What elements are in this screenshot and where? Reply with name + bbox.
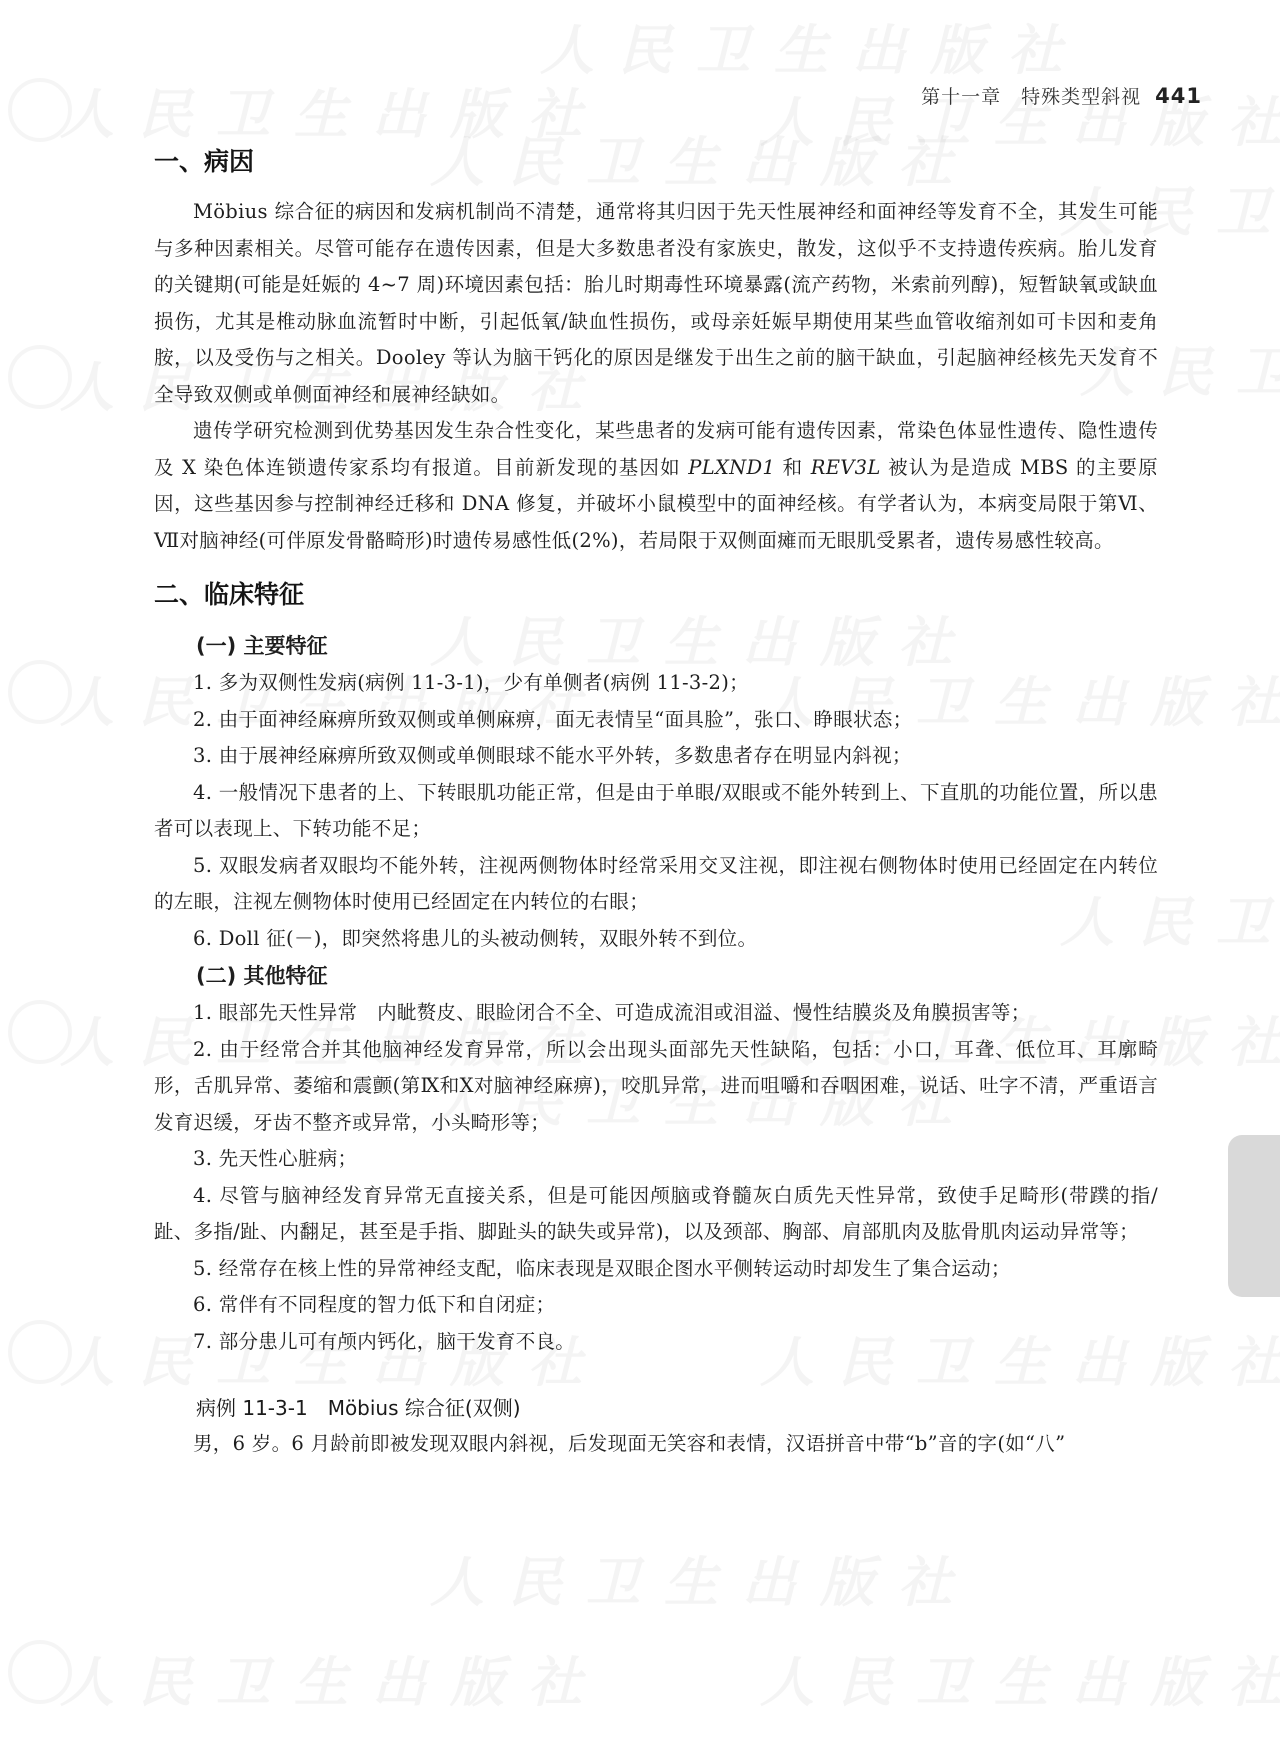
gene-name: PLXND1 (688, 455, 776, 479)
subheading-main-features: (一) 主要特征 (196, 634, 328, 658)
list-item: 1. 眼部先天性异常 内眦赘皮、眼睑闭合不全、可造成流泪或泪溢、慢性结膜炎及角膜损害等； (193, 1001, 1031, 1024)
running-header (921, 82, 1202, 109)
watermark-text (60, 72, 606, 149)
section-heading-etiology: 一、病因 (154, 147, 255, 176)
publisher-logo-watermark (8, 660, 72, 724)
gene-name: REV3L (810, 455, 881, 479)
list-item: 6. Doll 征(－)，即突然将患儿的头被动侧转，双眼外转不到位。 (193, 926, 758, 950)
etiology-paragraph-1: Möbius 综合征的病因和发病机制尚不清楚，通常将其归因于先天性展神经和面神经等发育不全，其发生可能与多种因素相关。尽管可能存在遗传因素，但是大多数患者没有家族史，散发，这似乎不支持遗传疾病。胎儿发育的关键期(可能是妊娠的 4~7 周)环境因素包括：胎儿时期毒性环境暴露(流产药物，米索前列醇)，短暂缺氧或缺血损伤，尤其是椎动脉血流暂时中断，引起低氧/缺血性损伤，或母亲妊娠早期使用某些血管收缩剂如可卡因和麦角胺，以及受伤与之相关。Dooley 等认为脑干钙化的原因是继发于出生之前的脑干缺血，引起脑神经核先天发育不全导致双侧或单侧面神经和展神经缺如。 (154, 200, 1158, 406)
list-item: 7. 部分患儿可有颅内钙化，脑干发育不良。 (193, 1329, 576, 1353)
publisher-logo-watermark (8, 345, 72, 409)
case-text: 男，6 岁。6 月龄前即被发现双眼内斜视，后发现面无笑容和表情，汉语拼音中带“b”音的字(如“八” (193, 1432, 1066, 1455)
list-item: 5. 双眼发病者双眼均不能外转，注视两侧物体时经常采用交叉注视，即注视右侧物体时使用已经固定在内转位的左眼，注视左侧物体时使用已经固定在内转位的右眼； (154, 853, 1158, 913)
publisher-logo-watermark (8, 78, 72, 142)
page-body (154, 142, 1158, 1462)
list-item: 2. 由于面神经麻痹所致双侧或单侧麻痹，面无表情呈“面具脸”，张口、睁眼状态； (193, 707, 913, 731)
paragraph-text: 和 (775, 455, 811, 479)
publisher-logo-watermark (8, 1320, 72, 1384)
list-item: 6. 常伴有不同程度的智力低下和自闭症； (193, 1293, 556, 1316)
list-item: 4. 一般情况下患者的上、下转眼肌功能正常，但是由于单眼/双眼或不能外转到上、下直肌的功能位置，所以患者可以表现上、下转功能不足； (154, 780, 1158, 840)
list-item: 4. 尽管与脑神经发育异常无直接关系，但是可能因颅脑或脊髓灰白质先天性异常，致使手足畸形(带蹼的指/趾、多指/趾、内翻足，甚至是手指、脚趾头的缺失或异常)，以及颈部、胸部、肩部肌肉及肱骨肌肉运动异常等； (154, 1183, 1158, 1243)
section-heading-clinical-features: 二、临床特征 (154, 580, 305, 609)
list-item: 5. 经常存在核上性的异常神经支配，临床表现是双眼企图水平侧转运动时却发生了集合运动； (193, 1256, 1011, 1280)
publisher-logo-watermark (8, 1640, 72, 1704)
watermark-text (540, 8, 1086, 85)
list-item: 1. 多为双侧性发病(病例 11-3-1)，少有单侧者(病例 11-3-2)； (193, 671, 749, 694)
watermark-text (430, 1540, 976, 1617)
etiology-paragraph-2 (154, 413, 1158, 559)
chapter-thumb-tab (1228, 1135, 1280, 1297)
watermark-text (760, 1640, 1280, 1717)
list-item: 2. 由于经常合并其他脑神经发育异常，所以会出现头面部先天性缺陷，包括：小口，耳聋、低位耳、耳廓畸形，舌肌异常、萎缩和震颤(第Ⅸ和Ⅹ对脑神经麻痹)，咬肌异常，进而咀嚼和吞咽困难，说话、吐字不清，严重语言发育迟缓，牙齿不整齐或异常，小头畸形等； (154, 1037, 1158, 1134)
page-number: 441 (1155, 84, 1202, 108)
list-item: 3. 由于展神经麻痹所致双侧或单侧眼球不能水平外转，多数患者存在明显内斜视； (193, 744, 912, 767)
case-title: 病例 11-3-1 Möbius 综合征(双侧) (196, 1396, 521, 1420)
paragraph-text: 遗传学研究检测到优势基因发生杂合性变化，某些患者的发病可能有遗传因素，常染色体显性遗传、隐性遗传及 X 染色体连锁遗传家系均有报道。目前新发现的基因如 (154, 419, 1158, 479)
subheading-other-features: (二) 其他特征 (196, 964, 328, 988)
watermark-text (60, 1640, 606, 1717)
list-item: 3. 先天性心脏病； (193, 1147, 358, 1170)
chapter-title: 第十一章 特殊类型斜视 (921, 86, 1142, 108)
paragraph-text: 被认为是造成 MBS 的主要原因，这些基因参与控制神经迁移和 DNA 修复，并破坏小鼠模型中的面神经核。有学者认为，本病变局限于第Ⅵ、Ⅶ对脑神经(可伴原发骨骼畸形)时遗传易感性低(2%)，若局限于双侧面瘫而无眼肌受累者，遗传易感性较高。 (154, 455, 1158, 552)
publisher-logo-watermark (8, 1000, 72, 1064)
